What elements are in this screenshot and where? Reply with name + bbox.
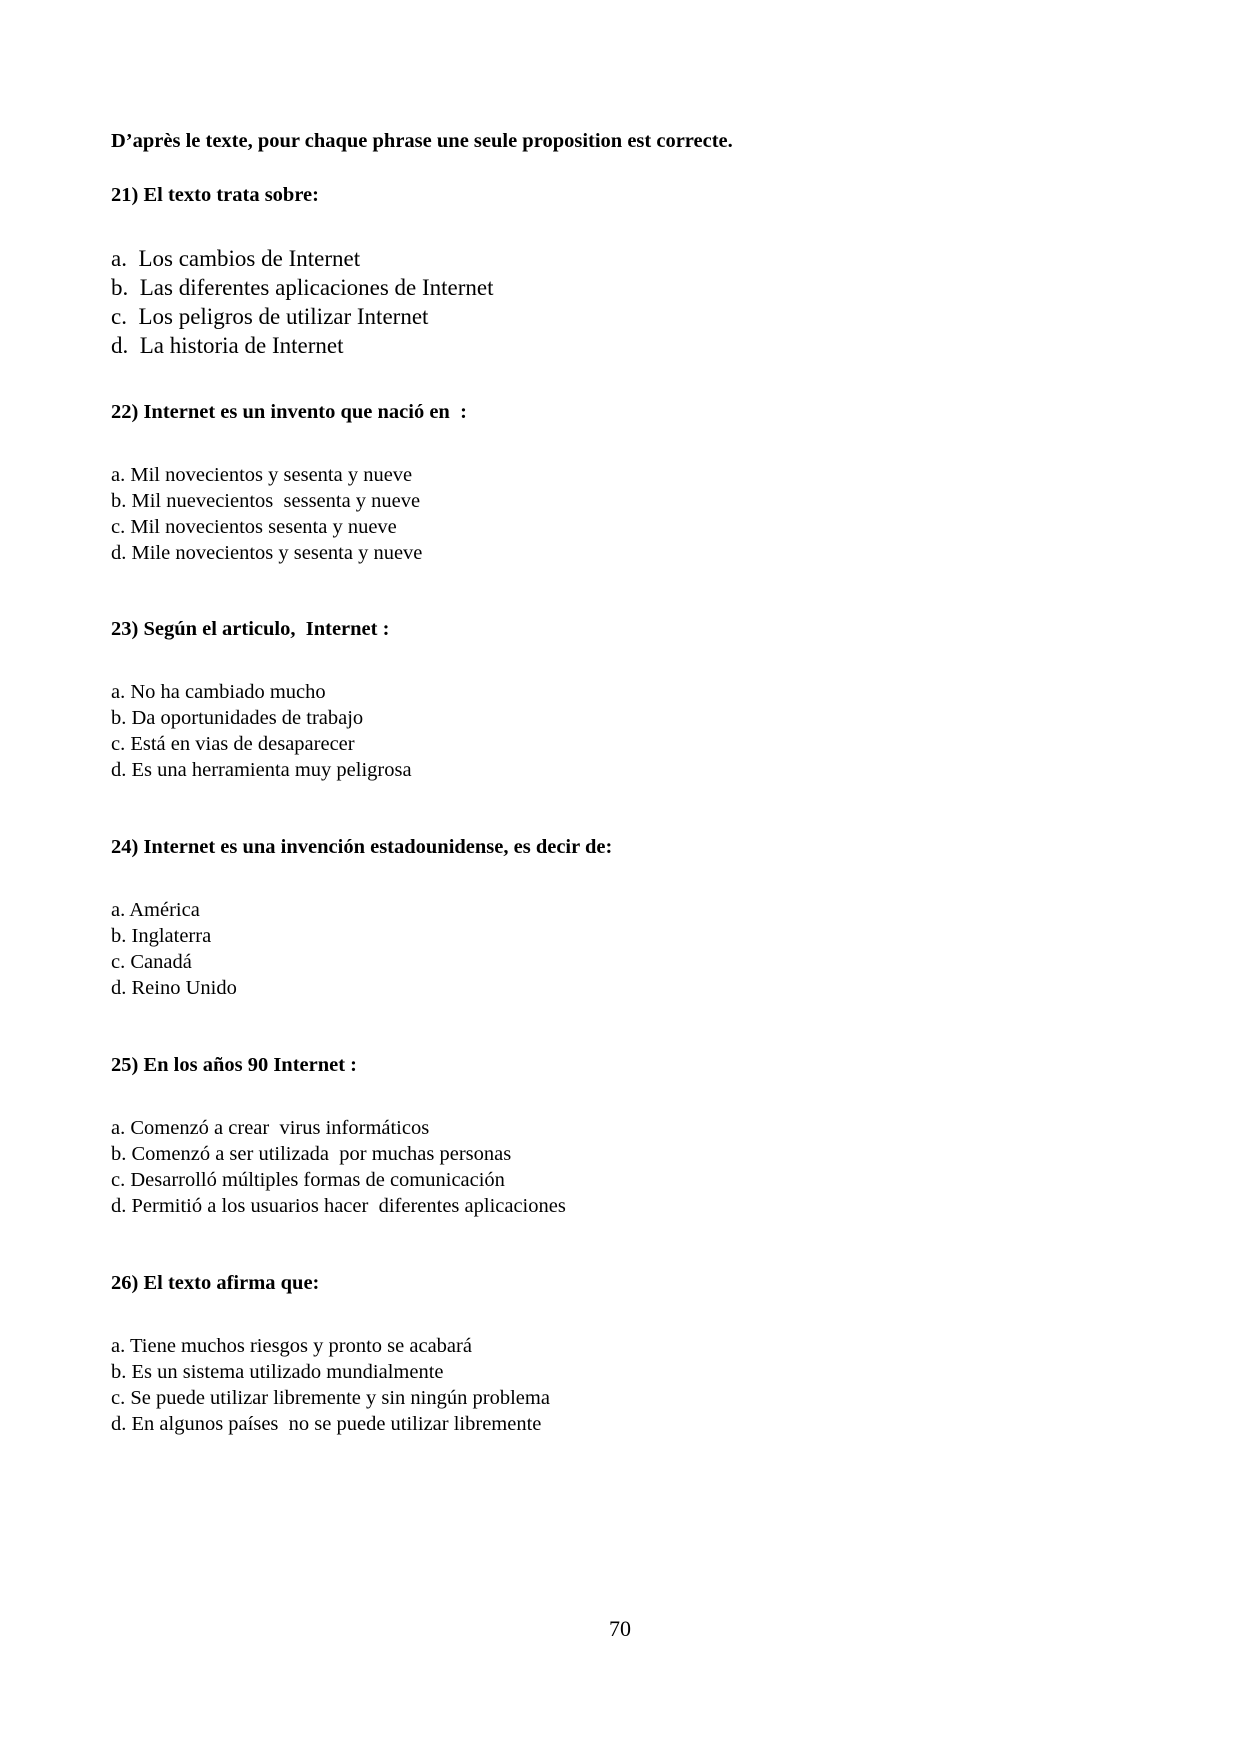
- answer-option: d. En algunos países no se puede utilizar libremente: [111, 1413, 542, 1435]
- question-title: 21) El texto trata sobre:: [111, 184, 319, 206]
- answer-option: c. Desarrolló múltiples formas de comunicación: [111, 1169, 505, 1191]
- question-title: 24) Internet es una invención estadounidense, es decir de:: [111, 836, 613, 858]
- answer-option: d. Reino Unido: [111, 977, 237, 999]
- question-title: 25) En los años 90 Internet :: [111, 1054, 358, 1076]
- question-title: 26) El texto afirma que:: [111, 1272, 320, 1294]
- answer-option: b. Inglaterra: [111, 925, 212, 947]
- answer-option: a. Los cambios de Internet: [111, 246, 361, 271]
- answer-option: c. Está en vias de desaparecer: [111, 733, 355, 755]
- answer-option: c. Canadá: [111, 951, 192, 973]
- answer-option: c. Mil novecientos sesenta y nueve: [111, 516, 397, 538]
- answer-option: c. Se puede utilizar libremente y sin ningún problema: [111, 1387, 550, 1409]
- answer-option: c. Los peligros de utilizar Internet: [111, 304, 429, 329]
- question-title: 22) Internet es un invento que nació en :: [111, 401, 467, 423]
- answer-option: d. Permitió a los usuarios hacer diferentes aplicaciones: [111, 1195, 566, 1217]
- answer-option: a. No ha cambiado mucho: [111, 681, 326, 703]
- answer-option: a. Tiene muchos riesgos y pronto se acabará: [111, 1335, 472, 1357]
- answer-option: b. Es un sistema utilizado mundialmente: [111, 1361, 444, 1383]
- page-number: 70: [609, 1616, 631, 1641]
- answer-option: a. Mil novecientos y sesenta y nueve: [111, 464, 413, 486]
- answer-option: d. La historia de Internet: [111, 333, 344, 358]
- answer-option: d. Mile novecientos y sesenta y nueve: [111, 542, 423, 564]
- answer-option: a. Comenzó a crear virus informáticos: [111, 1117, 430, 1139]
- answer-option: b. Da oportunidades de trabajo: [111, 707, 364, 729]
- answer-option: b. Mil nuevecientos sessenta y nueve: [111, 490, 421, 512]
- question-title: 23) Según el articulo, Internet :: [111, 618, 390, 640]
- answer-option: b. Comenzó a ser utilizada por muchas personas: [111, 1143, 512, 1165]
- answer-option: b. Las diferentes aplicaciones de Internet: [111, 275, 494, 300]
- answer-option: a. América: [111, 899, 200, 921]
- instructions: D’après le texte, pour chaque phrase une seule proposition est correcte.: [111, 130, 733, 152]
- answer-option: d. Es una herramienta muy peligrosa: [111, 759, 412, 781]
